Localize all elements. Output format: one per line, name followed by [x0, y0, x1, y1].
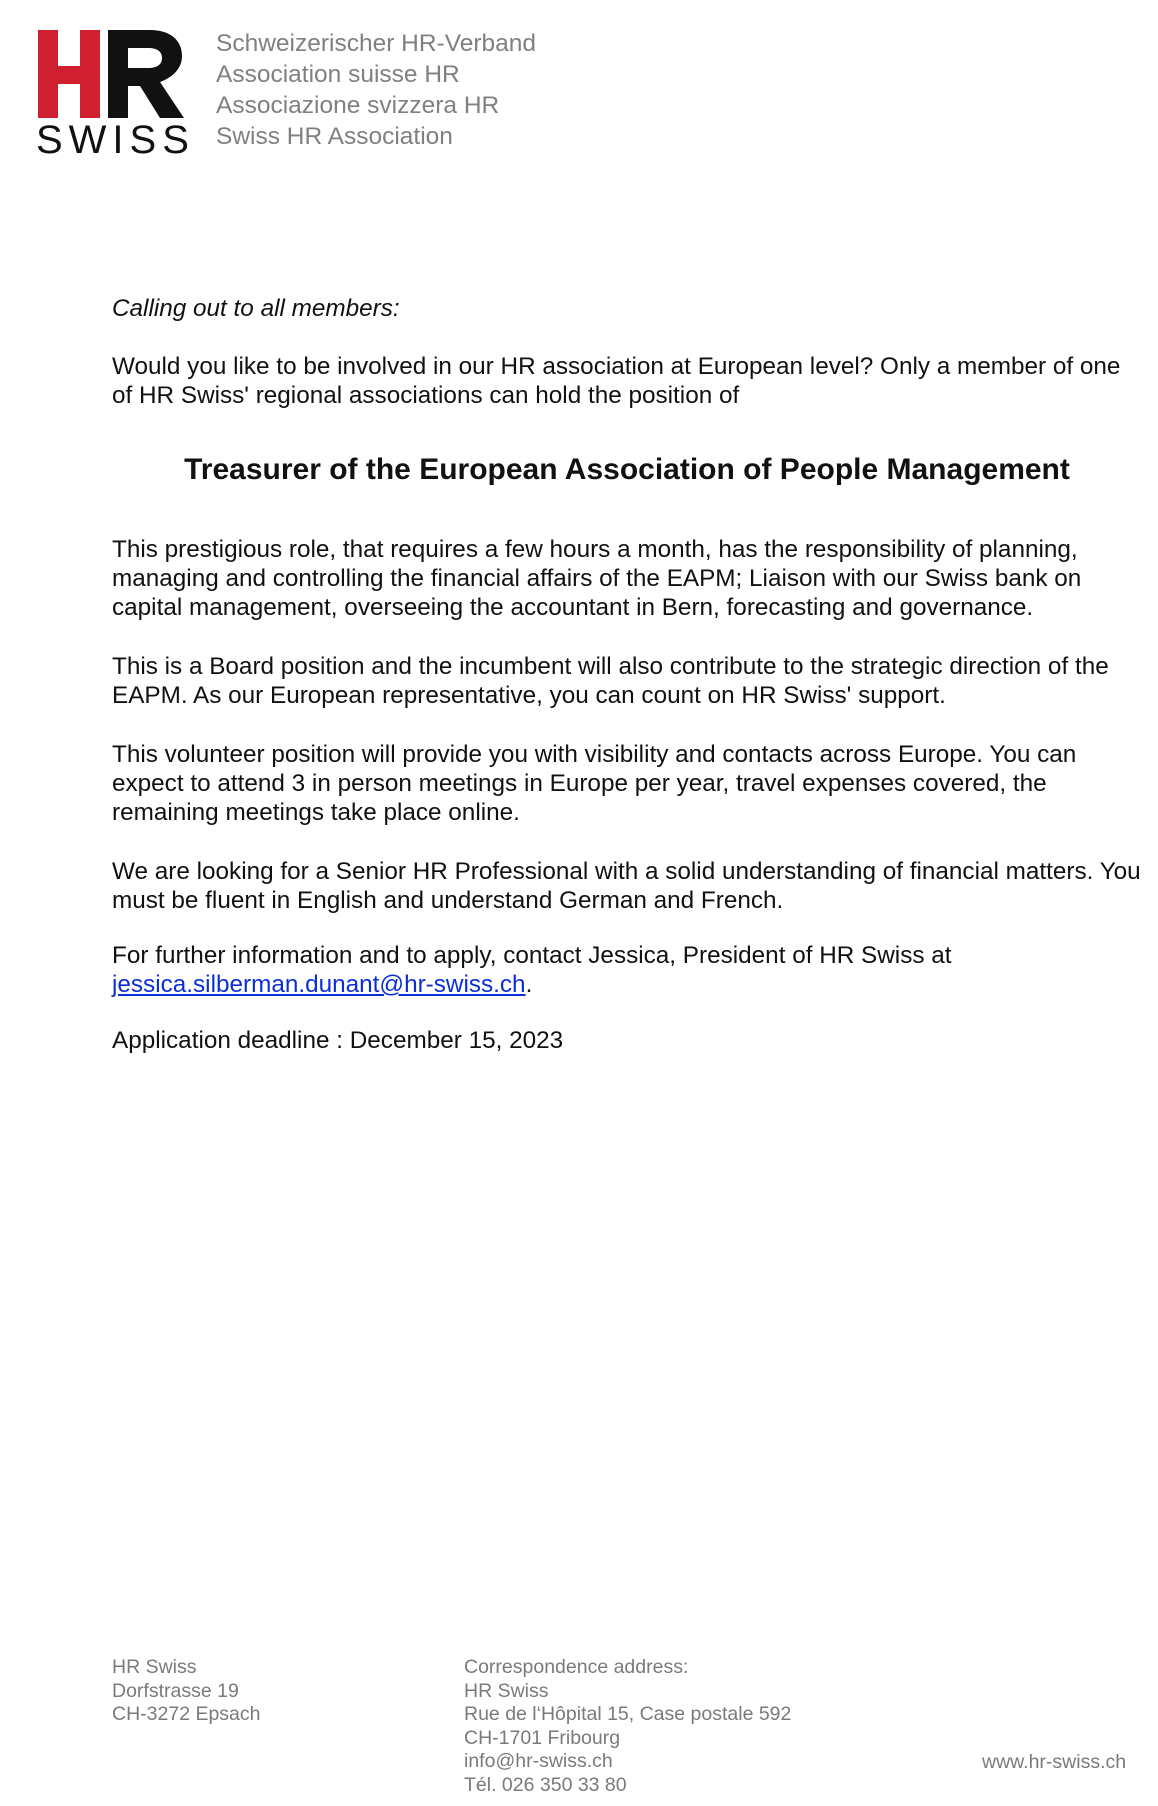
board-position-paragraph: This is a Board position and the incumbent will also contribute to the strategic direction of the EAPM. As our European representative, you can count on HR Swiss' support.	[112, 653, 1109, 709]
intro-paragraph: Would you like to be involved in our HR association at European level? Only a member of one of HR Swiss' regional associations can hold the position of	[112, 353, 1121, 409]
footer-correspondence	[464, 1656, 791, 1797]
footer-address-line: HR Swiss	[112, 1656, 197, 1678]
requirements-paragraph: We are looking for a Senior HR Professional with a solid understanding of financial matters. You must be fluent in English and understand German and French.	[112, 858, 1141, 914]
footer-correspondence-line: Rue de l‘Hôpital 15, Case postale 592	[464, 1703, 792, 1725]
footer-address	[112, 1656, 261, 1727]
footer-address-line: Dorfstrasse 19	[112, 1679, 239, 1702]
footer-address-line: CH-3272 Epsach	[112, 1703, 261, 1725]
footer-correspondence-line: HR Swiss	[464, 1679, 549, 1702]
footer-correspondence-label: Correspondence address:	[464, 1656, 689, 1678]
contact-text: For further information and to apply, contact Jessica, President of HR Swiss at	[112, 942, 952, 969]
application-deadline: Application deadline : December 15, 2023	[112, 1027, 564, 1054]
letter-body	[112, 294, 1142, 1055]
role-description-paragraph: This prestigious role, that requires a few hours a month, has the responsibility of planning, managing and controlling the financial affairs of the EAPM; Liaison with our Swiss bank on capital management, overseeing the accountant in Bern, forecasting and governance.	[112, 536, 1082, 621]
position-title: Treasurer of the European Association of People Management	[184, 453, 1070, 486]
association-names	[216, 28, 536, 152]
footer-correspondence-line: CH-1701 Fribourg	[464, 1726, 621, 1749]
footer-website: www.hr-swiss.ch	[982, 1751, 1127, 1773]
hr-logo-mark-icon	[36, 28, 186, 120]
contact-paragraph	[112, 941, 1142, 999]
contact-email-link[interactable]: jessica.silberman.dunant@hr-swiss.ch	[112, 971, 526, 998]
association-name-fr: Association suisse HR	[216, 61, 460, 88]
hr-swiss-logo	[36, 28, 195, 162]
contact-end: .	[525, 971, 533, 998]
volunteer-paragraph: This volunteer position will provide you with visibility and contacts across Europe. You can expect to attend 3 in person meetings in Europe per year, travel expenses covered, the remaining meetings take place online.	[112, 741, 1077, 826]
footer-phone: Tél. 026 350 33 80	[464, 1773, 627, 1796]
logo-wordmark: SWISS	[36, 118, 195, 162]
association-name-it: Associazione svizzera HR	[216, 92, 500, 119]
footer-email: info@hr-swiss.ch	[464, 1750, 613, 1772]
association-name-de: Schweizerischer HR-Verband	[216, 30, 536, 57]
greeting: Calling out to all members:	[112, 295, 400, 322]
association-name-en: Swiss HR Association	[216, 123, 453, 150]
